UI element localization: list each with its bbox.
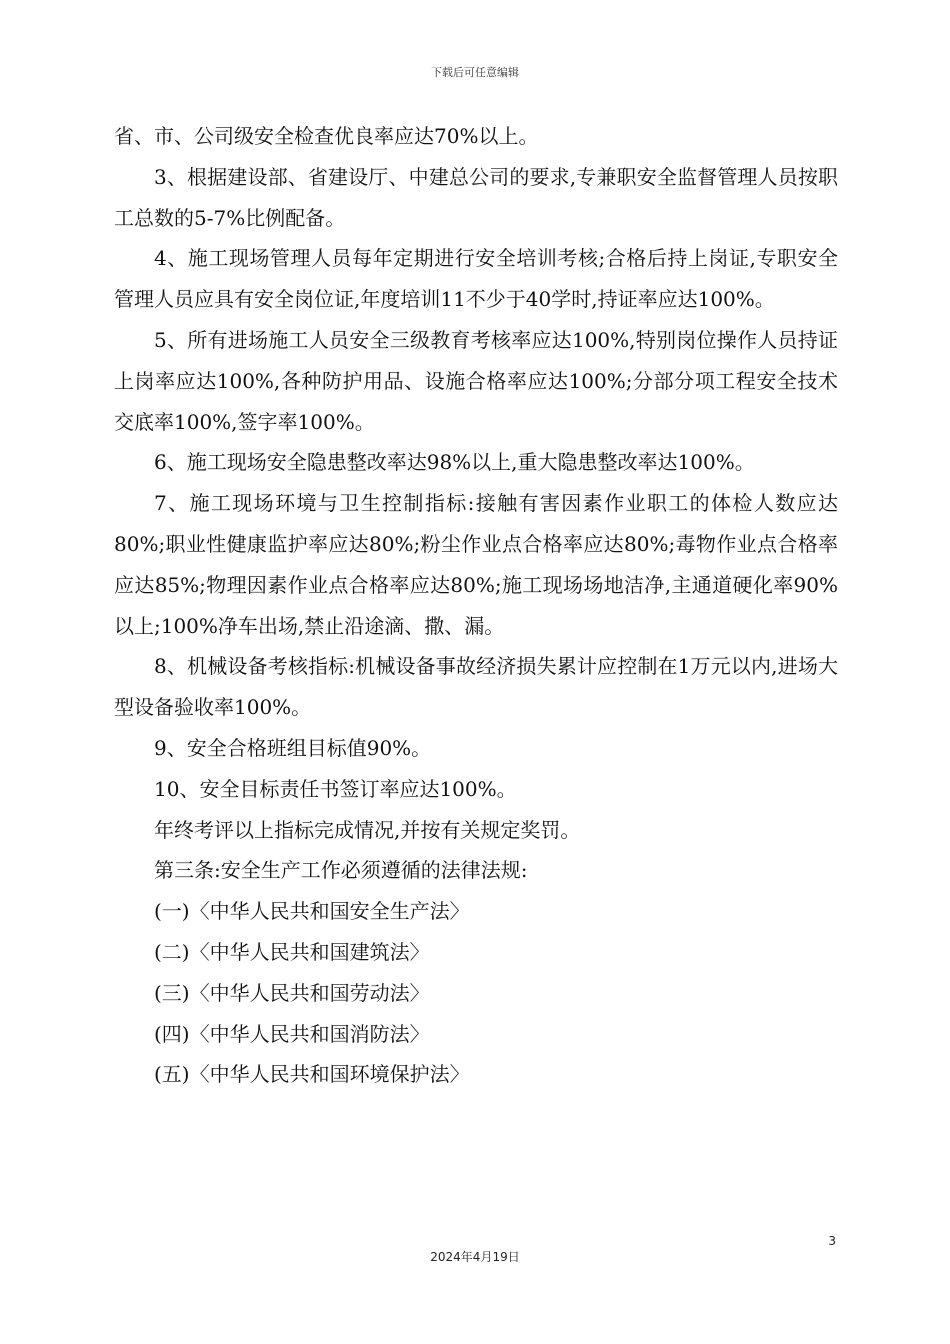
paragraph: 5、所有进场施工人员安全三级教育考核率应达100%,特别岗位操作人员持证上岗率应达100%,各种防护用品、设施合格率应达100%;分部分项工程安全技术交底率100%,签字率100%。 — [114, 327, 838, 434]
paragraph: 第三条:安全生产工作必须遵循的法律法规: — [154, 858, 528, 883]
page-header: 下载后可任意编辑 — [431, 66, 519, 79]
paragraph: 9、安全合格班组目标值90%。 — [154, 735, 432, 760]
law-list-item: (三)〈中华人民共和国劳动法〉 — [154, 980, 430, 1005]
paragraph: 年终考评以上指标完成情况,并按有关规定奖罚。 — [154, 817, 581, 842]
law-list-item: (一)〈中华人民共和国安全生产法〉 — [154, 899, 470, 924]
paragraph: 4、施工现场管理人员每年定期进行安全培训考核;合格后持上岗证,专职安全管理人员应具有安全岗位证,年度培训11不少于40学时,持证率应达100%。 — [114, 246, 838, 312]
paragraph: 8、机械设备考核指标:机械设备事故经济损失累计应控制在1万元以内,进场大型设备验收率100%。 — [114, 654, 838, 720]
footer-date: 2024年4月19日 — [430, 1250, 520, 1264]
law-list-item: (五)〈中华人民共和国环境保护法〉 — [154, 1062, 470, 1087]
paragraph: 10、安全目标责任书签订率应达100%。 — [154, 776, 517, 801]
paragraph: 6、施工现场安全隐患整改率达98%以上,重大隐患整改率达100%。 — [154, 450, 755, 475]
document-body — [114, 116, 838, 1095]
law-list-item: (四)〈中华人民共和国消防法〉 — [154, 1021, 430, 1046]
law-list-item: (二)〈中华人民共和国建筑法〉 — [154, 939, 430, 964]
paragraph: 省、市、公司级安全检查优良率应达70%以上。 — [114, 124, 539, 148]
page-number: 3 — [828, 1234, 836, 1248]
paragraph: 7、施工现场环境与卫生控制指标:接触有害因素作业职工的体检人数应达80%;职业性健康监护率应达80%;粉尘作业点合格率应达80%;毒物作业点合格率应达85%;物理因素作业点合格率应达80%;施工现场场地洁净,主通道硬化率90%以上;100%净车出场,禁止沿途滴、撒、漏。 — [114, 491, 838, 638]
paragraph: 3、根据建设部、省建设厅、中建总公司的要求,专兼职安全监督管理人员按职工总数的5-7%比例配备。 — [114, 164, 838, 230]
